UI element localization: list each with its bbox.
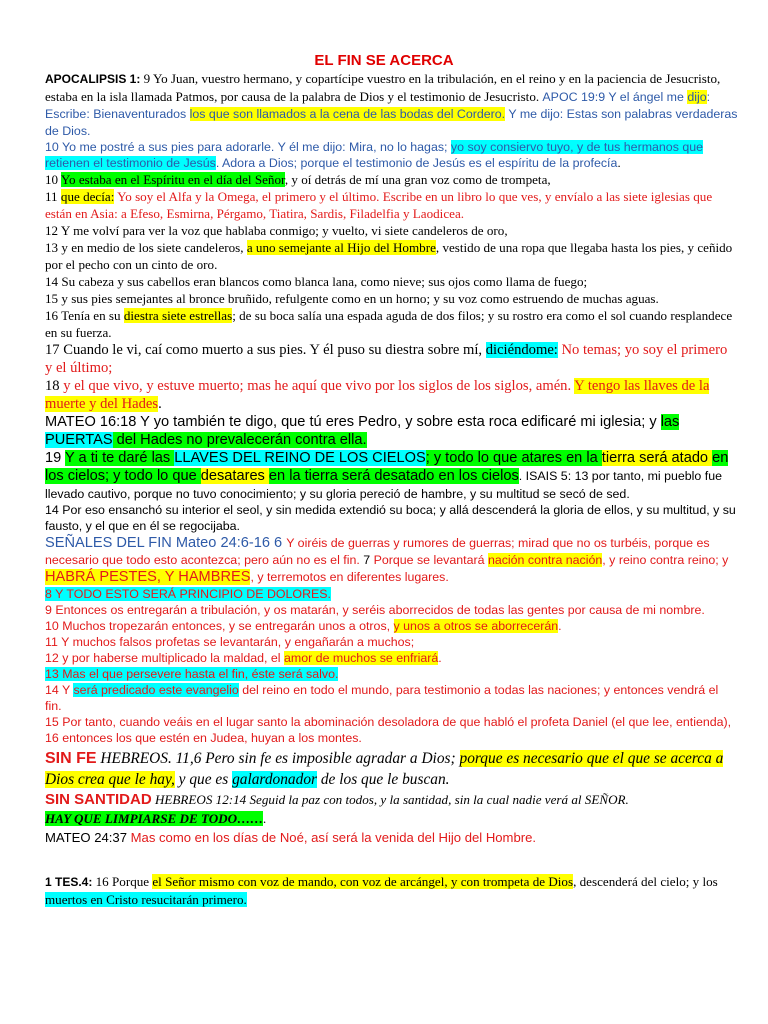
paragraph-verse-18: 18 y el que vivo, y estuve muerto; mas he aquí que vivo por los siglos de los siglos, amén. Y tengo las llaves de la muerte y del Hades. xyxy=(45,378,710,412)
paragraph-verse-8: 8 Y TODO ESTO SERÁ PRINCIPIO DE DOLORES. xyxy=(45,587,331,601)
paragraph-sin-fe: SIN FE HEBREOS. 11,6 Pero sin fe es imposible agradar a Dios; porque es necesario que el que se acerca a Dios crea que le hay, y que es galardonador de los que le buscan. xyxy=(45,750,724,788)
paragraph-verse-15: 15 y sus pies semejantes al bronce bruñido, refulgente como en un horno; y su voz como estruendo de muchas aguas. xyxy=(45,291,659,306)
paragraph-mateo-16-18: MATEO 16:18 Y yo también te digo, que tú eres Pedro, y sobre esta roca edificaré mi iglesia; y las PUERTAS del Hades no prevalecerán contra ella. xyxy=(45,414,680,448)
section-heading-sin-fe: SIN FE xyxy=(45,750,97,767)
paragraph-apocalipsis-1-9: APOCALIPSIS 1: 9 Yo Juan, vuestro hermano, y copartícipe vuestro en la tribulación, en el reino y en la paciencia de Jesucristo, estaba en la isla llamada Patmos, por causa de la palabra de Dios y el testimonio de Jesucristo. APOC 19:9 Y el ángel me dijo: Escribe: Bienaventurados los que son llamados a la cena de las bodas del Cordero. Y me dijo: Estas son palabras verdaderas de Dios. xyxy=(45,71,738,138)
spacer xyxy=(45,847,738,873)
paragraph-verse-10b: 10 Muchos tropezarán entonces, y se entregarán unos a otros, y unos a otros se aborrecerán. xyxy=(45,619,562,633)
paragraph-verse-9: 9 Entonces os entregarán a tribulación, y os matarán, y seréis aborrecidos de todas las gentes por causa de mi nombre. xyxy=(45,603,705,617)
paragraph-verse-11: 11 que decía: Yo soy el Alfa y la Omega, el primero y el último. Escribe en un libro lo que ves, y envíalo a las siete iglesias que están en Asia: a Efeso, Esmirna, Pérgamo, Tiatira, Sardis, Filadelfia y Laodicea. xyxy=(45,189,713,221)
paragraph-verse-12: 12 Y me volví para ver la voz que hablaba conmigo; y vuelto, vi siete candeleros de oro, xyxy=(45,223,508,238)
paragraph-verse-16b: 16 entonces los que estén en Judea, huyan a los montes. xyxy=(45,731,362,745)
paragraph-verse-14: 14 Su cabeza y sus cabellos eran blancos como blanca lana, como nieve; sus ojos como llama de fuego; xyxy=(45,274,588,289)
bible-reference: 1 TES.4: xyxy=(45,875,93,889)
paragraph-sin-santidad: SIN SANTIDAD HEBREOS 12:14 Seguid la paz con todos, y la santidad, sin la cual nadie verá al SEÑOR. HAY QUE LIMPIARSE DE TODO……. xyxy=(45,791,629,826)
paragraph-verse-19: 19 Y a ti te daré las LLAVES DEL REINO DE LOS CIELOS; y todo lo que atares en la tierra será atado en los cielos; y todo lo que desatares en la tierra será desatado en los cielos. ISAIS 5: 13 por tanto, mi pueblo fue llevado cautivo, porque no tuvo conocimiento; y su gloria pereció de hambre, y su multitud se secó de sed. xyxy=(45,450,729,501)
paragraph-verse-15b: 15 Por tanto, cuando veáis en el lugar santo la abominación desoladora de que habló el profeta Daniel (el que lee, entienda), xyxy=(45,715,732,729)
paragraph-verse-12b: 12 y por haberse multiplicado la maldad, el amor de muchos se enfriará. xyxy=(45,651,442,665)
paragraph-1-tesalonicenses-4-16: 1 TES.4: 16 Porque el Señor mismo con voz de mando, con voz de arcángel, y con trompeta de Dios, descenderá del cielo; y los muertos en Cristo resucitarán primero. xyxy=(45,874,718,907)
paragraph-apoc-19-10: 10 Yo me postré a sus pies para adorarle. Y él me dijo: Mira, no lo hagas; yo soy consiervo tuyo, y de tus hermanos que retienen el testimonio de Jesús. Adora a Dios; porque el testimonio de Jesús es el espíritu de la profecía. xyxy=(45,140,703,170)
paragraph-verse-17: 17 Cuando le vi, caí como muerto a sus pies. Y él puso su diestra sobre mí, diciéndome: No temas; yo soy el primero y el último; xyxy=(45,342,728,376)
paragraph-verse-11b: 11 Y muchos falsos profetas se levantarán, y engañarán a muchos; xyxy=(45,635,415,649)
bible-reference: APOCALIPSIS 1: xyxy=(45,72,141,86)
paragraph-verse-16: 16 Tenía en su diestra siete estrellas; de su boca salía una espada aguda de dos filos; y su rostro era como el sol cuando resplandece en su fuerza. xyxy=(45,308,733,340)
paragraph-verse-10: 10 Yo estaba en el Espíritu en el día del Señor, y oí detrás de mí una gran voz como de trompeta, xyxy=(45,172,551,187)
paragraph-verse-13: 13 y en medio de los siete candeleros, a uno semejante al Hijo del Hombre, vestido de una ropa que llegaba hasta los pies, y ceñido por el pecho con un cinto de oro. xyxy=(45,240,733,272)
paragraph-mateo-24-37: MATEO 24:37 Mas como en los días de Noé, así será la venida del Hijo del Hombre. xyxy=(45,830,537,845)
section-heading-senales: SEÑALES DEL FIN xyxy=(45,535,176,551)
document-body xyxy=(45,70,738,908)
paragraph-senales-del-fin: SEÑALES DEL FIN Mateo 24:6-16 6 Y oiréis de guerras y rumores de guerras; mirad que no os turbéis, porque es necesario que todo esto acontezca; pero aún no es el fin. 7 Porque se levantará nación contra nación, y reino contra reino; y HABRÁ PESTES, Y HAMBRES, y terremotos en diferentes lugares. xyxy=(45,535,729,585)
paragraph-isaias-5-14: 14 Por eso ensanchó su interior el seol, y sin medida extendió su boca; y allá descenderá la gloria de ellos, y su multitud, y su fausto, y el que en él se regocijaba. xyxy=(45,503,736,533)
paragraph-verse-13b: 13 Mas el que persevere hasta el fin, éste será salvo. xyxy=(45,667,339,681)
paragraph-verse-14b: 14 Y será predicado este evangelio del reino en todo el mundo, para testimonio a todas las naciones; y entonces vendrá el fin. xyxy=(45,683,719,713)
page-title: EL FIN SE ACERCA xyxy=(314,52,454,69)
section-heading-sin-santidad: SIN SANTIDAD xyxy=(45,791,152,808)
